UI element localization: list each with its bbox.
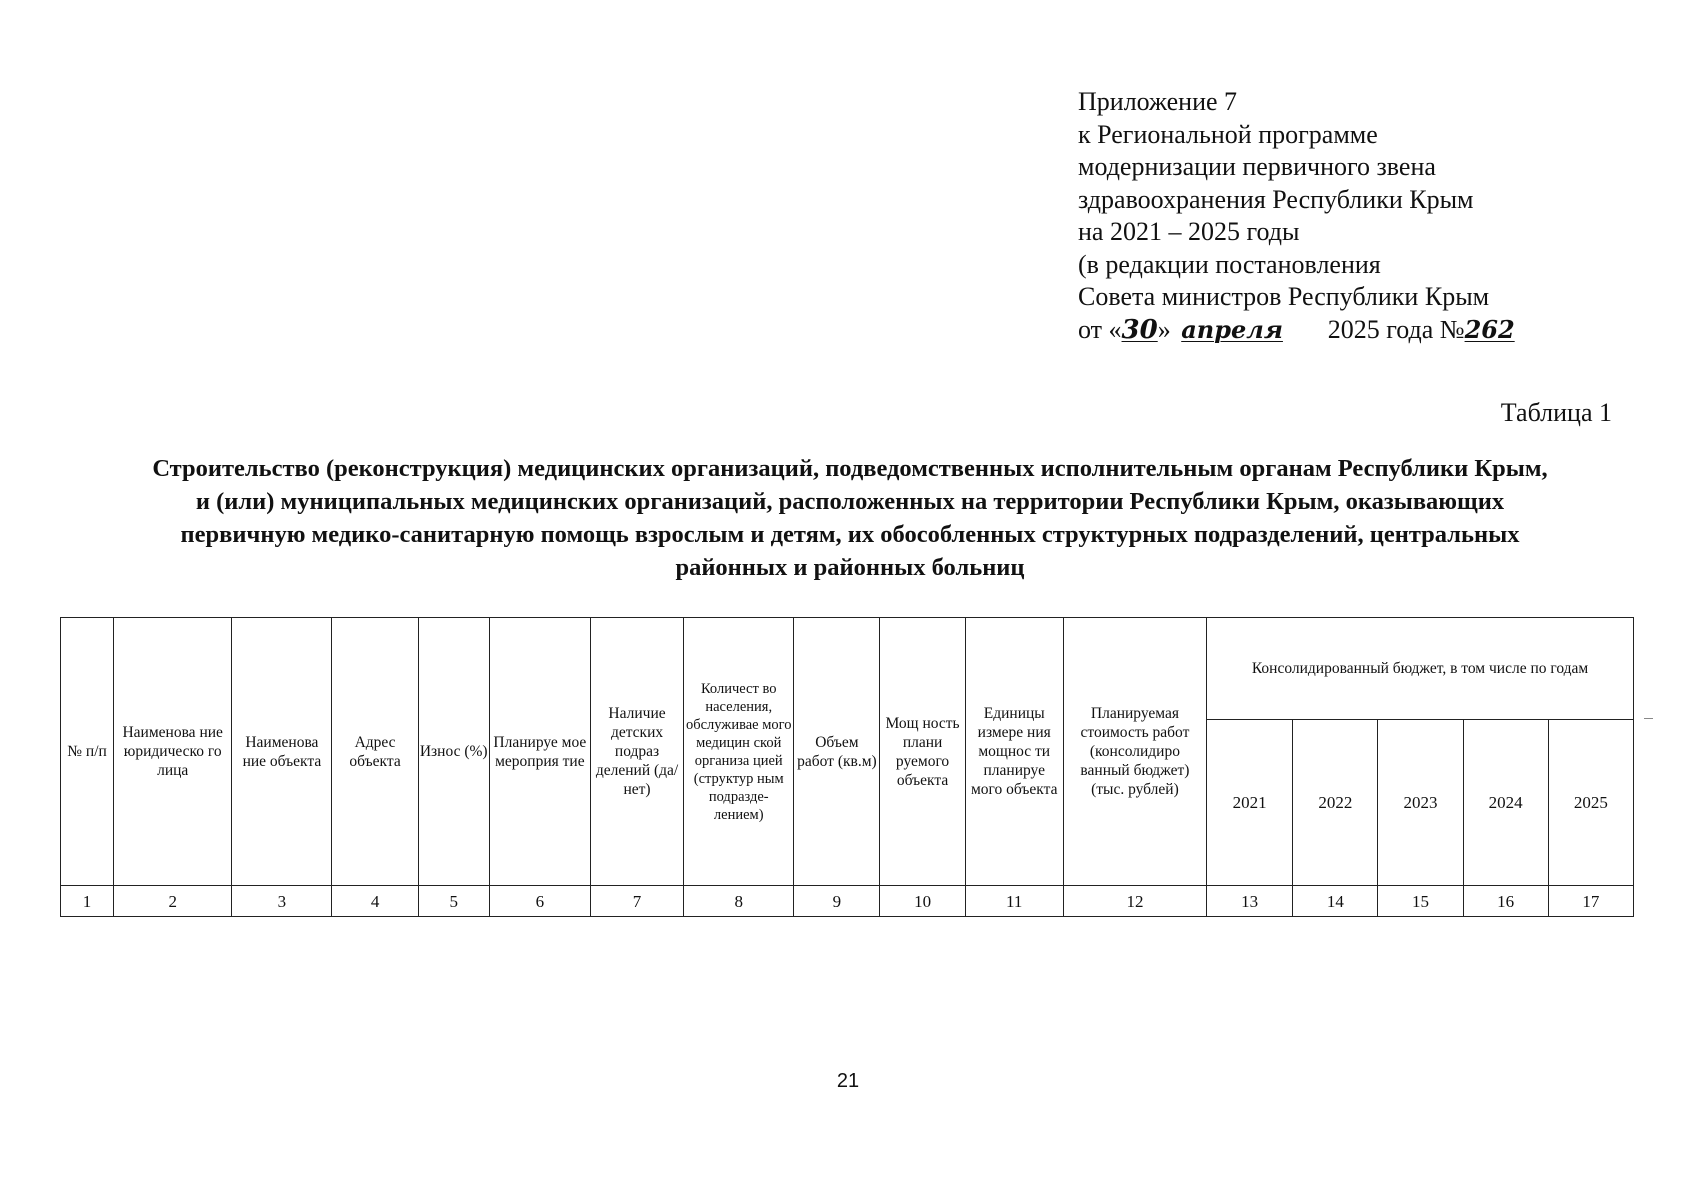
column-number: 11 — [965, 886, 1063, 917]
col-header-planned-cost: Планируемая стоимость работ (консолидиро ванный бюджет) (тыс. рублей) — [1063, 618, 1206, 886]
handwritten-day: 30 — [1121, 314, 1158, 345]
col-header-planned-activity: Планируе мое мероприя тие — [489, 618, 590, 886]
column-number: 9 — [794, 886, 880, 917]
col-header-work-volume: Объем работ (кв.м) — [794, 618, 880, 886]
column-number: 13 — [1207, 886, 1293, 917]
title-line: районных и районных больниц — [675, 554, 1025, 581]
title-line: Строительство (реконструкция) медицинских организаций, подведомственных исполнительным органам Республики Крым, — [152, 455, 1548, 482]
document-title — [80, 452, 1620, 584]
appendix-date-line — [1078, 314, 1598, 347]
column-number: 5 — [418, 886, 489, 917]
appendix-line: Совета министров Республики Крым — [1078, 282, 1490, 311]
col-header-address: Адрес объекта — [332, 618, 418, 886]
col-header-population: Количест во населения, обслуживае мого медицин ской организа цией (структур ным подразде- лением) — [684, 618, 794, 886]
column-number: 7 — [590, 886, 683, 917]
col-header-year-2024: 2024 — [1463, 720, 1548, 886]
appendix-line: (в редакции постановления — [1078, 249, 1381, 279]
title-line: и (или) муниципальных медицинских организаций, расположенных на территории Республики Крым, оказывающих — [195, 488, 1505, 515]
col-header-year-2022: 2022 — [1293, 720, 1378, 886]
appendix-title: Приложение 7 — [1078, 87, 1238, 116]
table-label: Таблица 1 — [1500, 398, 1612, 427]
date-prefix: от « — [1078, 314, 1122, 344]
scan-mark — [1644, 718, 1653, 719]
page-number: 21 — [836, 1070, 860, 1092]
appendix-line: здравоохранения Республики Крым — [1078, 184, 1474, 214]
date-mid: » — [1157, 314, 1178, 344]
column-number: 1 — [61, 886, 114, 917]
appendix-line: модернизации первичного звена — [1078, 152, 1436, 181]
column-number: 2 — [114, 886, 232, 917]
col-header-year-2023: 2023 — [1378, 720, 1463, 886]
col-header-legal-entity: Наименова ние юридическо го лица — [114, 618, 232, 886]
column-number: 17 — [1548, 886, 1633, 917]
col-header-object-name: Наименова ние объекта — [232, 618, 332, 886]
column-number-row — [61, 886, 1634, 917]
column-number: 3 — [232, 886, 332, 917]
col-header-capacity: Мощ ность плани руемого объекта — [880, 618, 965, 886]
col-header-children-units: Наличие детских подраз делений (да/нет) — [590, 618, 683, 886]
date-year: 2025 года № — [1321, 314, 1465, 344]
appendix-line: к Региональной программе — [1078, 119, 1378, 149]
column-number: 15 — [1378, 886, 1463, 917]
column-number: 8 — [684, 886, 794, 917]
appendix-block — [1078, 86, 1598, 346]
handwritten-month: апреля — [1181, 314, 1283, 344]
col-header-consolidated-budget: Консолидированный бюджет, в том числе по годам — [1207, 618, 1634, 720]
handwritten-number: 262 — [1464, 314, 1515, 344]
col-header-year-2025: 2025 — [1548, 720, 1633, 886]
column-number: 14 — [1293, 886, 1378, 917]
col-header-capacity-units: Единицы измере ния мощнос ти планируе мого объекта — [965, 618, 1063, 886]
column-number: 10 — [880, 886, 965, 917]
col-header-number: № п/п — [61, 618, 114, 886]
col-header-year-2021: 2021 — [1207, 720, 1293, 886]
appendix-line: на 2021 – 2025 годы — [1078, 217, 1300, 246]
construction-table — [60, 617, 1634, 917]
column-number: 4 — [332, 886, 418, 917]
column-number: 16 — [1463, 886, 1548, 917]
col-header-wear: Износ (%) — [418, 618, 489, 886]
column-number: 12 — [1063, 886, 1206, 917]
title-line: первичную медико-санитарную помощь взрослым и детям, их обособленных структурных подразделений, центральных — [180, 521, 1520, 548]
column-number: 6 — [489, 886, 590, 917]
